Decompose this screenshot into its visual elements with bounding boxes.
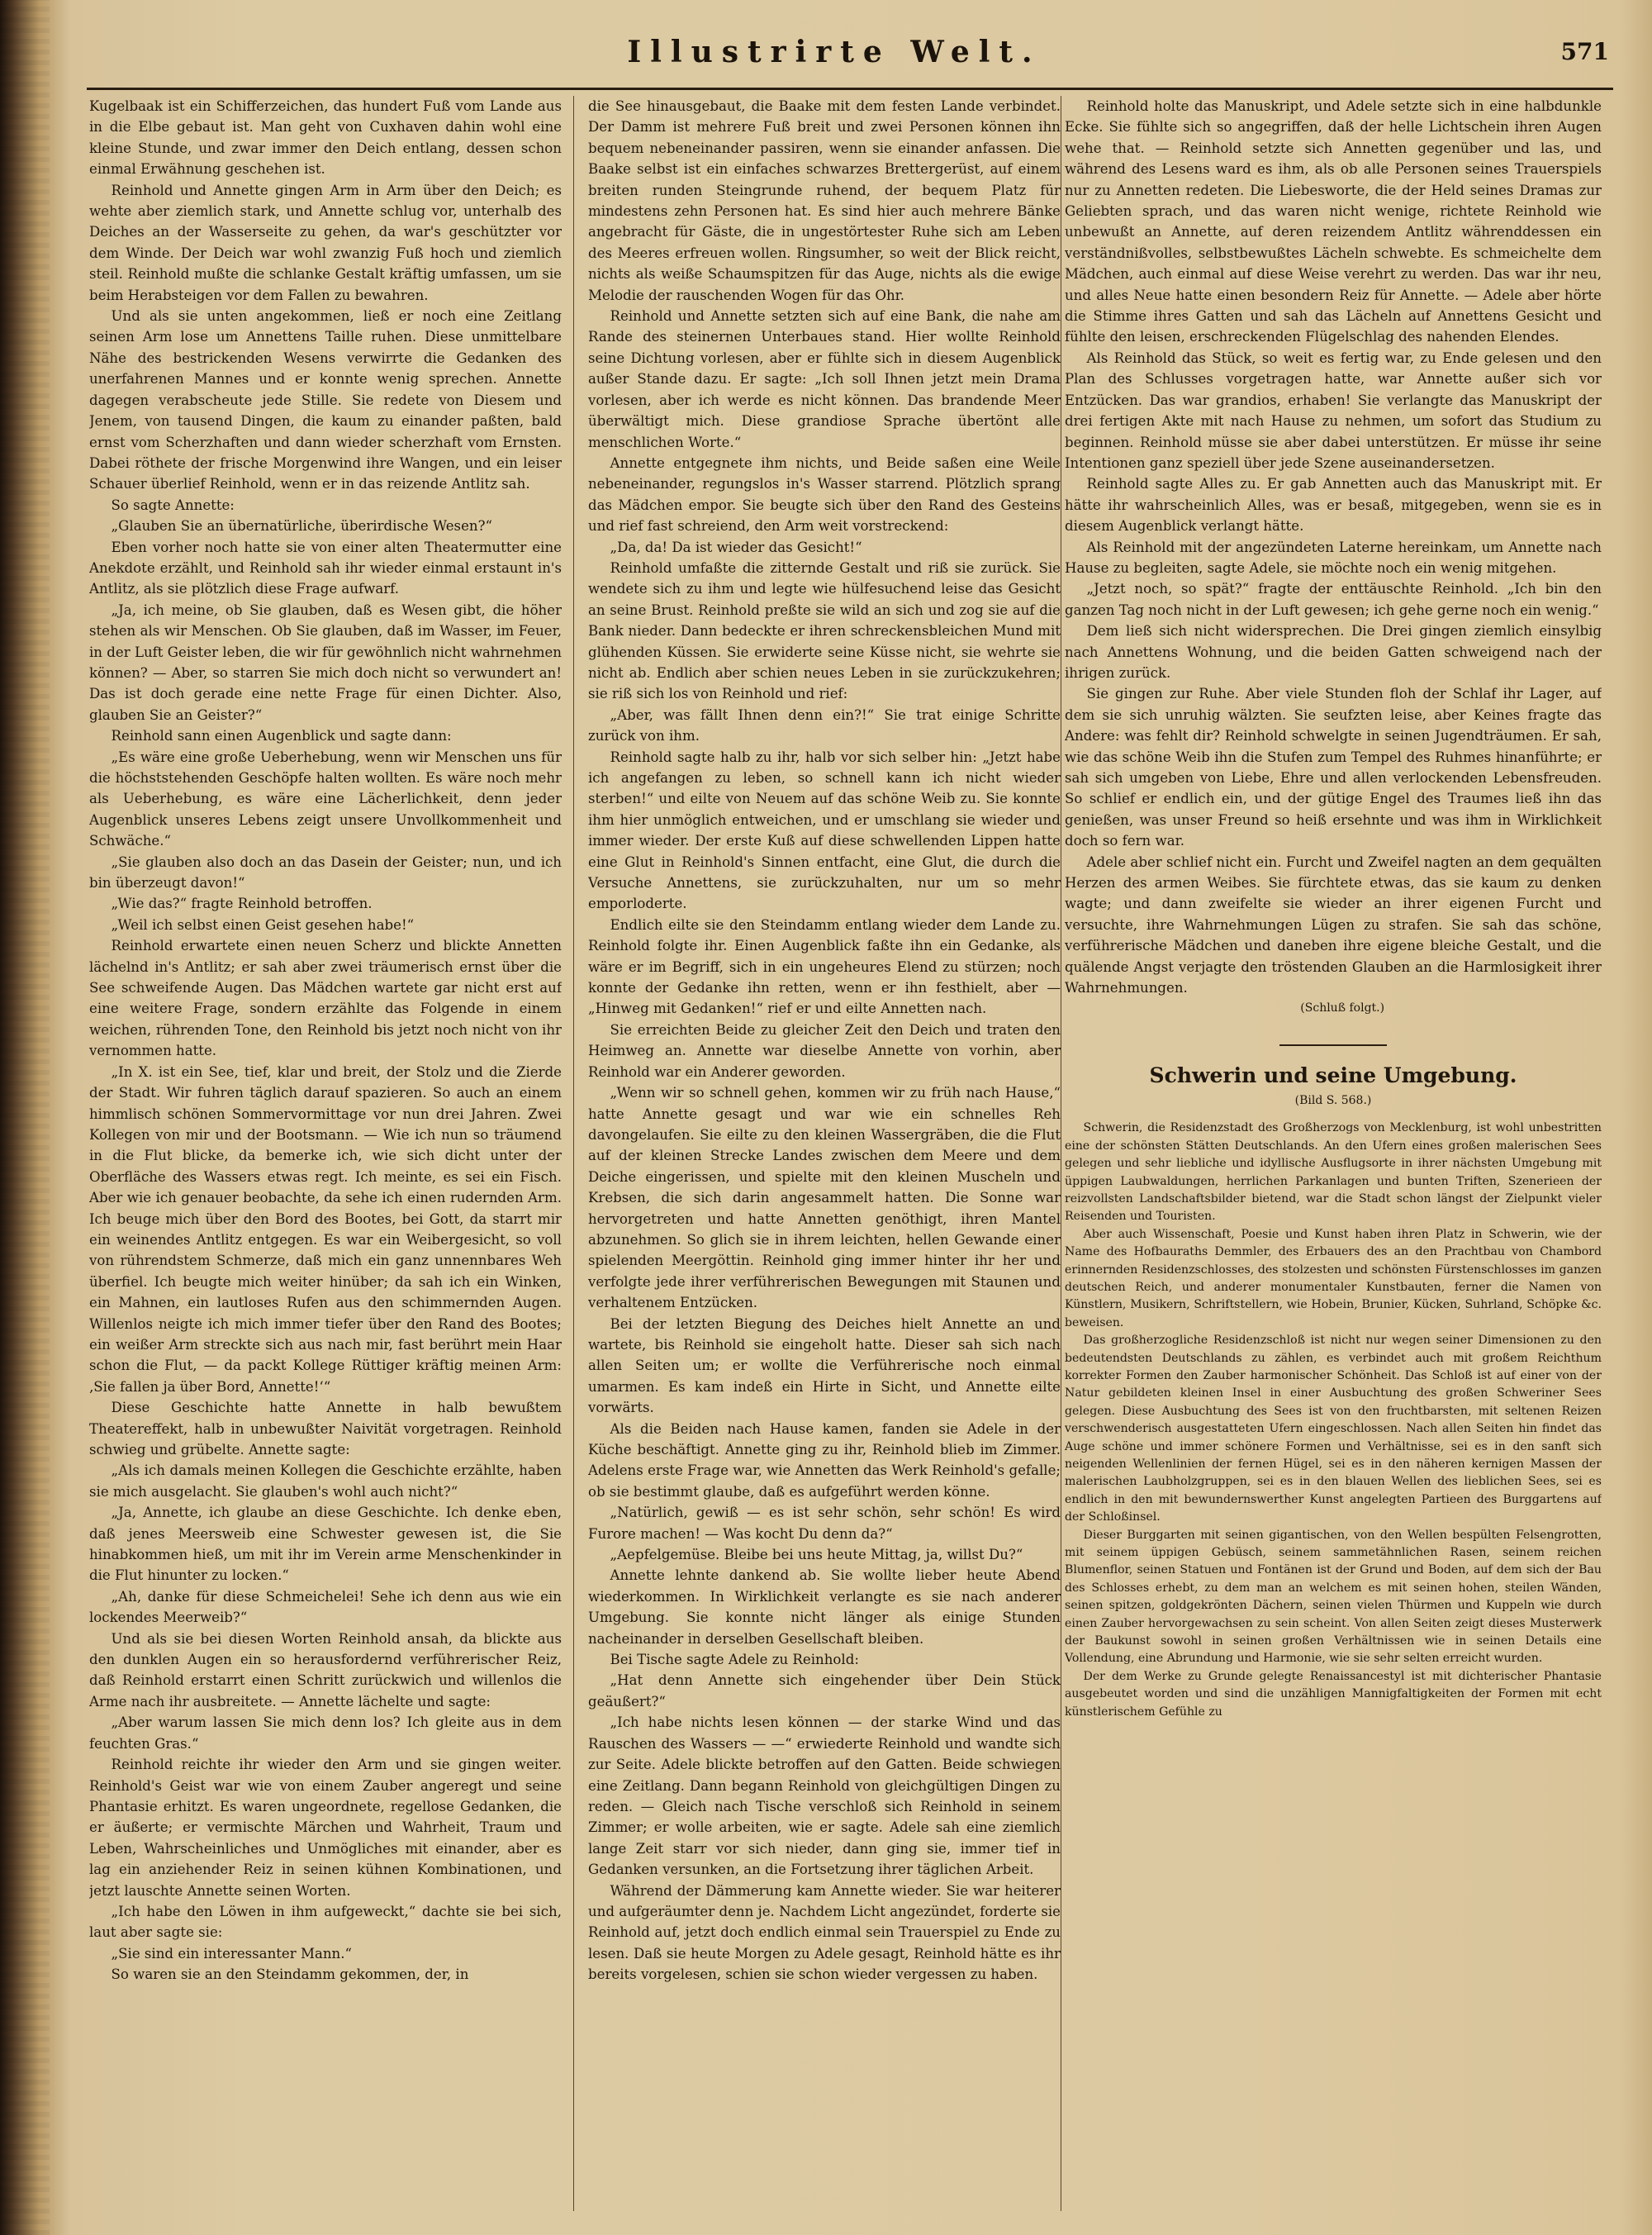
paragraph: „Aber warum lassen Sie mich denn los? Ich gleite aus in dem feuchten Gras.“ [89, 1714, 562, 1752]
paragraph: So waren sie an den Steindamm gekommen, der, in [111, 1966, 469, 1983]
paragraph: Reinhold reichte ihr wieder den Arm und sie gingen weiter. Reinhold's Geist war wie von einem Zauber angeregt und seine Phantasie erhitzt. Es waren ungeordnete, regellose Gedanken, die er äußerte; er vermischte Märchen und Wahrheit, Traum und Leben, Wahrscheinliches und Unmögliches mit einander, aber es lag ein anziehender Reiz in seinen kühnen Kombinationen, und jetzt lauschte Annette seinen Worten. [89, 1757, 562, 1899]
paragraph: Adele aber schlief nicht ein. Furcht und Zweifel nagten an dem gequälten Herzen des armen Weibes. Sie fürchtete etwas, das sie kaum zu denken wagte; und dann zweifelte sie wieder an ihrer eigenen Furcht und versuchte, ihre Wahrnehmungen Lügen zu strafen. Sie sah das schöne, verführerische Mädchen und daneben ihre eigene bleiche Gestalt, und die quälende Angst verjagte den tröstenden Glauben an die Harmlosigkeit ihrer Wahrnehmungen. [1065, 854, 1602, 996]
masthead [50, 33, 1619, 83]
paragraph: Bei der letzten Biegung des Deiches hielt Annette an und wartete, bis Reinhold sie eingeholt hatte. Dieser sah sich nach allen Seiten um; er wollte die Verführerische noch einmal umarmen. Es kam indeß ein Hirte in Sicht, und Annette eilte vorwärts. [588, 1315, 1061, 1416]
book-spine [0, 0, 50, 2235]
paragraph: „Als ich damals meinen Kollegen die Geschichte erzählte, haben sie mich ausgelacht. Sie glauben's wohl auch nicht?“ [89, 1462, 562, 1500]
paragraph: Reinhold sann einen Augenblick und sagte dann: [111, 728, 452, 744]
paragraph: „Jetzt noch, so spät?“ fragte der enttäuschte Reinhold. „Ich bin den ganzen Tag noch nicht in der Luft gewesen; ich gehe gerne noch ein wenig.“ [1065, 581, 1602, 618]
article-body [1065, 1120, 1602, 1721]
paragraph: „Hat denn Annette sich eingehender über Dein Stück geäußert?“ [588, 1672, 1061, 1710]
text-column-3 [1065, 96, 1602, 2223]
paragraph: Endlich eilte sie den Steindamm entlang wieder dem Lande zu. Reinhold folgte ihr. Einen Augenblick faßte ihn ein Gedanke, als wäre er im Begriff, sich in ein ungeheures Elend zu stürzen; noch konnte der Gedanke ihn retten, wenn er ihn festhielt, aber — „Hinweg mit Gedanken!“ rief er und eilte Annetten nach. [588, 916, 1061, 1017]
paragraph: die See hinausgebaut, die Baake mit dem festen Lande verbindet. Der Damm ist mehrere Fuß breit und zwei Personen können ihn bequem nebeneinander passiren, wenn sie einander anfassen. Die Baake selbst ist ein einfaches schwarzes Brettergerüst, auf einem breiten runden Steingrunde ruhend, der bequem Platz für mindestens zehn Personen hat. Es sind hier auch mehrere Bänke angebracht für Gäste, die in ungestörtester Ruhe sich am Leben des Meeres erfreuen wollen. Ringsumher, so weit der Blick reicht, nichts als weiße Schaumspitzen für das Auge, nichts als die ewige Melodie der rauschenden Wogen für das Ohr. [588, 98, 1061, 303]
paragraph: „Ja, Annette, ich glaube an diese Geschichte. Ich denke eben, daß jenes Meersweib eine Schwester gewesen ist, die Sie hinabkommen hieß, um mit ihr im Verein arme Menschenkinder in die Flut hinunter zu locken.“ [89, 1505, 562, 1584]
text-column-1 [89, 96, 562, 2223]
article-image-ref: (Bild S. 568.) [1294, 1093, 1372, 1107]
paragraph: Reinhold holte das Manuskript, und Adele setzte sich in eine halbdunkle Ecke. Sie fühlte sich so angegriffen, daß der helle Lichtschein ihren Augen wehe that. — Reinhold setzte sich Annetten gegenüber und las, und während des Lesens ward es ihm, als ob alle Personen seines Trauerspiels nur zu Annetten redeten. Die Liebesworte, die der Held seines Dramas zur Geliebten sprach, und das waren nicht wenige, richtete Reinhold wie unbewußt an Annette, auf deren reizendem Antlitz währenddessen ein verständnißvolles, selbstbewußtes Lächeln schwebte. Es schmeichelte dem Mädchen, auch einmal auf diese Weise verehrt zu werden. Das war ihr neu, und alles Neue hatte einen besondern Reiz für Annette. — Adele aber hörte die Stimme ihres Gatten und sah das Lächeln auf Annettens Gesicht und fühlte den leisen, erschreckenden Flügelschlag des nahenden Elendes. [1065, 98, 1602, 345]
paragraph: Diese Geschichte hatte Annette in halb bewußtem Theatereffekt, halb in unbewußter Naivität vorgetragen. Reinhold schwieg und grübelte. Annette sagte: [89, 1400, 562, 1458]
paragraph: „Da, da! Da ist wieder das Gesicht!“ [610, 539, 862, 555]
continued-note: (Schluß folgt.) [1300, 1001, 1385, 1015]
paragraph: Reinhold erwartete einen neuen Scherz und blickte Annetten lächelnd in's Antlitz; er sah aber zwei träumerisch ernst über die See schweifende Augen. Das Mädchen wartete gar nicht erst auf eine weitere Frage, sondern erzählte das Folgende in einem weichen, rührenden Tone, den Reinhold bis jetzt noch nicht von ihr vernommen hatte. [89, 938, 562, 1059]
paragraph: Bei Tische sagte Adele zu Reinhold: [610, 1652, 859, 1668]
paragraph: Und als sie bei diesen Worten Reinhold ansah, da blickte aus den dunklen Augen ein so herausfordernd verführerischer Reiz, daß Reinhold erstarrt einen Schritt zurückwich und willenlos die Arme nach ihr ausbreitete. — Annette lächelte und sagte: [89, 1630, 562, 1710]
paragraph: Sie erreichten Beide zu gleicher Zeit den Deich und traten den Heimweg an. Annette war dieselbe Annette von vorhin, aber Reinhold war ein Anderer geworden. [588, 1021, 1061, 1080]
paragraph: Reinhold sagte halb zu ihr, halb vor sich selber hin: „Jetzt habe ich angefangen zu leben, so schnell kann ich nicht wieder sterben!“ und eilte von Neuem auf das schöne Weib zu. Sie konnte ihm hier unmöglich entweichen, und er umschlang sie wieder und immer wieder. Der erste Kuß auf diese schwellenden Lippen hatte eine Glut in Reinhold's Sinnen entfacht, eine Glut, die durch die Versuche Annettens, sie zurückzuhalten, nur um so mehr emporloderte. [588, 749, 1061, 912]
paragraph: „Natürlich, gewiß — es ist sehr schön, sehr schön! Es wird Furore machen! — Was kocht Du denn da?“ [588, 1505, 1061, 1542]
paragraph: Eben vorher noch hatte sie von einer alten Theatermutter eine Anekdote erzählt, und Reinhold sah ihr wieder einmal erstaunt in's Antlitz, als sie plötzlich diese Frage aufwarf. [89, 539, 562, 597]
paragraph: „Wenn wir so schnell gehen, kommen wir zu früh nach Hause,“ hatte Annette gesagt und war wie ein schnelles Reh davongelaufen. Sie eilte zu den kleinen Wassergräben, die die Flut auf der kleinen Strecke Landes zwischen dem Meere und dem Deiche eingerissen, und spielte mit den kleinen Muscheln und Krebsen, die sich darin angesammelt hatten. Die Sonne war hervorgetreten und hatte Annetten genöthigt, ihren Mantel abzunehmen. So glich sie in ihrem leichten, hellen Gewande einer spielenden Meergöttin. Reinhold ging immer hinter ihr her und verfolgte jede ihrer verführerischen Bewegungen mit Staunen und verhaltenem Entzücken. [588, 1085, 1061, 1311]
paragraph: Reinhold und Annette setzten sich auf eine Bank, die nahe am Rande des steinernen Unterbaues stand. Hier wollte Reinhold seine Dichtung vorlesen, aber er fühlte sich in diesem Augenblick außer Stande dazu. Er sagte: „Ich soll Ihnen jetzt mein Drama vorlesen, aber ich werde es nicht können. Das brandende Meer überwältigt mich. Diese grandiose Sprache übertönt alle menschlichen Worte.“ [588, 308, 1061, 450]
paragraph: Als die Beiden nach Hause kamen, fanden sie Adele in der Küche beschäftigt. Annette ging zu ihr, Reinhold blieb im Zimmer. Adelens erste Frage war, wie Annetten das Werk Reinhold's gefalle; ob sie bestimmt glaube, daß es aufgeführt werden könne. [588, 1420, 1061, 1500]
paragraph: „In X. ist ein See, tief, klar und breit, der Stolz und die Zierde der Stadt. Wir fuhren täglich darauf spazieren. So auch an einem himmlisch schönen Sommervormittage vor nun drei Jahren. Zwei Kollegen von mir und der Bootsmann. — Wie ich nun so träumend in die Flut blicke, da bemerke ich, wie sich dicht unter der Oberfläche des Wassers etwas regt. Ich meinte, es sei ein Fisch. Aber wie ich genauer beobachte, da sehe ich einen rudernden Arm. Ich beuge mich über den Bord des Bootes, bei Gott, da starrt mir ein weinendes Antlitz entgegen. Es war ein Weibergesicht, so voll von rührendstem Schmerze, daß mich ein ganz unnennbares Weh überfiel. Ich beugte mich weiter hinüber; da sah ich ein Winken, ein Mahnen, ein lautloses Rufen aus den schimmernden Augen. Willenlos neigte ich mich immer tiefer über den Rand des Bootes; ein weißer Arm streckte sich aus nach mir, fast berührt mein Haar schon die Flut, — da packt Kollege Rüttiger kräftig meinen Arm: ‚Sie fallen ja über Bord, Annette!‘“ [89, 1063, 562, 1395]
paragraph: „Es wäre eine große Ueberhebung, wenn wir Menschen uns für die höchststehenden Geschöpfe halten wollten. Es wäre noch mehr als Ueberhebung, es wäre eine Lächerlichkeit, denn jeder Augenblick unseres Lebens zeigt unsere Unvollkommenheit und Schwäche.“ [89, 749, 562, 849]
paragraph: Kugelbaak ist ein Schifferzeichen, das hundert Fuß vom Lande aus in die Elbe gebaut ist. Man geht von Cuxhaven dahin wohl eine kleine Stunde, und zwar immer den Deich entlang, dessen schon einmal Erwähnung geschehen ist. [89, 98, 562, 178]
paragraph: Annette lehnte dankend ab. Sie wollte lieber heute Abend wiederkommen. In Wirklichkeit verlangte es sie nach anderer Umgebung. Sie konnte nicht länger als einige Stunden nacheinander in derselben Gesellschaft bleiben. [588, 1567, 1061, 1647]
publication-title: Illustrirte Welt. [627, 35, 1042, 69]
page-number: 571 [1560, 38, 1609, 65]
paragraph: „Wie das?“ fragte Reinhold betroffen. [111, 896, 373, 912]
column-rule [573, 96, 574, 2211]
paragraph: „Aepfelgemüse. Bleibe bei uns heute Mittag, ja, willst Du?“ [610, 1547, 1023, 1563]
paragraph: Reinhold umfaßte die zitternde Gestalt und riß sie zurück. Sie wendete sich zu ihm und legte wie hülfesuchend leise das Gesicht an seine Brust. Reinhold preßte sie wild an sich und zog sie auf die Bank nieder. Dann bedeckte er ihren schreckensbleichen Mund mit glühenden Küssen. Sie erwiderte seine Küsse nicht, sie wehrte sie nicht ab. Endlich aber schien neues Leben in sie zurückzukehren; sie riß sich los von Reinhold und rief: [588, 559, 1061, 702]
paragraph: „Ja, ich meine, ob Sie glauben, daß es Wesen gibt, die höher stehen als wir Menschen. Ob Sie glauben, daß im Wasser, im Feuer, in der Luft Geister leben, die wir für gewöhnlich nicht wahrnehmen können? — Aber, so starren Sie mich doch nicht so verwundert an! Das ist doch gerade eine nette Frage für einen Dichter. Also, glauben Sie an Geister?“ [89, 602, 562, 723]
paragraph: Während der Dämmerung kam Annette wieder. Sie war heiterer und aufgeräumter denn je. Nachdem Licht angezündet, forderte sie Reinhold auf, jetzt doch endlich einmal sein Trauerspiel zu Ende zu lesen. Daß sie heute Morgen zu Adele gesagt, Reinhold hätte es ihr bereits vorgelesen, schien sie schon wieder vergessen zu haben. [588, 1882, 1061, 1983]
paragraph: Dieser Burggarten mit seinen gigantischen, von den Wellen bespülten Felsengrotten, mit seinem üppigen Gebüsch, seinem sammetähnlichen Rasen, seinem reichen Blumenflor, seinen Statuen und Fontänen ist der Grund und Boden, auf dem sich der Bau des Schlosses erhebt, zu dem man an welchem es mit seinen hohen, steilen Wänden, seinen spitzen, goldgekrönten Dächern, seinen vielen Thürmen und Kuppeln wie durch einen Zauber hervorgewachsen zu sein scheint. Von allen Seiten zeigt dieses Musterwerk der Baukunst sowohl in seinen großen Verhältnissen wie in seinen Details eine Vollendung, eine Abrundung und Harmonie, wie sie sehr selten erreicht wurden. [1065, 1528, 1602, 1666]
paragraph: Als Reinhold das Stück, so weit es fertig war, zu Ende gelesen und den Plan des Schlusses vorgetragen hatte, war Annette außer sich vor Entzücken. Das war grandios, erhaben! Sie verlangte das Manuskript der drei fertigen Akte mit nach Hause zu nehmen, um sofort das Studium zu beginnen. Reinhold müsse sie aber dabei unterstützen. Er müsse ihr seine Intentionen ganz speziell über jede Szene auseinandersetzen. [1065, 350, 1602, 471]
text-column-2 [588, 96, 1061, 2223]
paragraph: Reinhold und Annette gingen Arm in Arm über den Deich; es wehte aber ziemlich stark, und Annette schlug vor, unterhalb des Deiches an der Wasserseite zu gehen, da war's geschützter vor dem Winde. Der Deich war wohl zwanzig Fuß hoch und ziemlich steil. Reinhold mußte die schlanke Gestalt kräftig umfassen, um sie beim Herabsteigen vor dem Fallen zu bewahren. [89, 182, 562, 303]
paragraph: „Ich habe den Löwen in ihm aufgeweckt,“ dachte sie bei sich, laut aber sagte sie: [89, 1903, 562, 1941]
paragraph: Annette entgegnete ihm nichts, und Beide saßen eine Weile nebeneinander, regungslos in's Wasser starrend. Plötzlich sprang das Mädchen empor. Sie beugte sich über den Rand des Gesteins und rief fast schreiend, den Arm weit vorstreckend: [588, 454, 1061, 535]
paragraph: „Weil ich selbst einen Geist gesehen habe!“ [111, 916, 415, 933]
paragraph: „Glauben Sie an übernatürliche, überirdische Wesen?“ [111, 518, 492, 535]
paragraph: „Ah, danke für diese Schmeichelei! Sehe ich denn aus wie ein lockendes Meerweib?“ [89, 1588, 562, 1626]
article-title: Schwerin und seine Umgebung. [1149, 1063, 1517, 1087]
section-divider [1279, 1044, 1387, 1046]
paragraph: „Aber, was fällt Ihnen denn ein?!“ Sie trat einige Schritte zurück von ihm. [588, 706, 1061, 744]
paragraph: Und als sie unten angekommen, ließ er noch eine Zeitlang seinen Arm lose um Annettens Taille ruhen. Diese unmittelbare Nähe des bestrickenden Wesens verwirrte die Gedanken des unerfahrenen Mannes und er konnte wenig sprechen. Annette dagegen verabscheute jede Stille. Sie redete von Diesem und Jenem, von tausend Dingen, die kaum zu einander paßten, bald ernst vom Scherzhaften und dann wieder scherzhaft vom Ernsten. Dabei röthete der frische Morgenwind ihre Wangen, und ein leiser Schauer überlief Reinhold, wenn er in das reizende Antlitz sah. [89, 308, 562, 492]
paragraph: Schwerin, die Residenzstadt des Großherzogs von Mecklenburg, ist wohl unbestritten eine der schönsten Stätten Deutschlands. An den Ufern eines großen malerischen Sees gelegen und sehr liebliche und idyllische Ausflugsorte in ihrer nächsten Umgebung mit üppigen Laubwaldungen, herrlichen Parkanlagen und bunten Triften, Szenerieen der reizvollsten Landschaftsbilder bietend, war die Stadt schon längst der Zielpunkt vieler Reisenden und Touristen. [1065, 1121, 1602, 1224]
story-continuation [1065, 96, 1602, 998]
paragraph: Als Reinhold mit der angezündeten Laterne hereinkam, um Annette nach Hause zu begleiten, sagte Adele, sie möchte noch ein wenig mitgehen. [1065, 539, 1602, 576]
paragraph: „Sie sind ein interessanter Mann.“ [111, 1945, 352, 1962]
paragraph: „Sie glauben also doch an das Dasein der Geister; nun, und ich bin überzeugt davon!“ [89, 854, 562, 892]
header-rule [87, 88, 1613, 90]
paragraph: Reinhold sagte Alles zu. Er gab Annetten auch das Manuskript mit. Er hätte ihr wahrscheinlich Alles, was er besaß, mitgegeben, wenn sie es in diesem Augenblick verlangt hätte. [1065, 476, 1602, 535]
paragraph: Aber auch Wissenschaft, Poesie und Kunst haben ihren Platz in Schwerin, wie der Name des Hofbauraths Demmler, des Erbauers des an den Prachtbau von Chambord erinnernden Residenzschlosses, des stolzesten und schönsten Fürstenschlosses im ganzen deutschen Reich, und anderer monumentaler Kunstbauten, ferner die Namen von Künstlern, Musikern, Schriftstellern, wie Hobein, Brunier, Kücken, Suhrland, Schöpke &c. beweisen. [1065, 1227, 1602, 1329]
paragraph: Das großherzogliche Residenzschloß ist nicht nur wegen seiner Dimensionen zu den bedeutendsten Deutschlands zu zählen, es verbindet auch mit großem Reichthum korrekter Formen den Zauber harmonischer Schönheit. Das Schloß ist auf einer von der Natur gebildeten kleinen Insel in einer Ausbuchtung des großen Schweriner Sees gelegen. Diese Ausbuchtung des Sees ist von den fruchtbarsten, mit seltenen Reizen verschwenderisch ausgestatteten Ufern eingeschlossen. Nach allen Seiten hin findet das Auge schöne und immer schönere Formen und Verhältnisse, sei es in den sanft sich neigenden Wellenlinien der fernen Hügel, sei es in den näheren kernigen Massen der malerischen Laubholzgruppen, sei es in den blauen Wellen des lieblichen Sees, sei es endlich in den mit bewundernswerther Kunst angelegten Partieen des Burggartens auf der Schloßinsel. [1065, 1334, 1602, 1524]
paragraph: Dem ließ sich nicht widersprechen. Die Drei gingen ziemlich einsylbig nach Annettens Wohnung, und die beiden Gatten schweigend nach der ihrigen zurück. [1065, 623, 1602, 681]
paragraph: Sie gingen zur Ruhe. Aber viele Stunden floh der Schlaf ihr Lager, auf dem sie sich unruhig wälzten. Sie seufzten leise, aber Keines fragte das Andere: was fehlt dir? Reinhold schwelgte in seinen Jugendträumen. Er sah, wie das schöne Weib ihn die Stufen zum Tempel des Ruhmes hinanführte; er sah sich umgeben von Liebe, Ehre und allen verlockenden Lebensfreuden. So schlief er endlich ein, und der gütige Engel des Traumes ließ ihn das genießen, was unser Freund so heiß ersehnte und was ihm in Wirklichkeit doch so fern war. [1065, 686, 1602, 849]
paragraph: So sagte Annette: [111, 497, 235, 513]
paragraph: Der dem Werke zu Grunde gelegte Renaissancestyl ist mit dichterischer Phantasie ausgebeutet worden und sind die unzähligen Mannigfaltigkeiten der Formen mit echt künstlerischem Gefühle zu [1065, 1669, 1602, 1719]
paragraph: „Ich habe nichts lesen können — der starke Wind und das Rauschen des Wassers — —“ erwiederte Reinhold und wandte sich zur Seite. Adele blickte betroffen auf den Gatten. Beide schwiegen eine Zeitlang. Dann begann Reinhold von gleichgültigen Dingen zu reden. — Gleich nach Tische verschloß sich Reinhold in seinem Zimmer; er wolle arbeiten, wie er sagte. Adele sah eine ziemlich lange Zeit starr vor sich nieder, dann ging sie, immer tief in Gedanken versunken, an die Fortsetzung ihrer täglichen Arbeit. [588, 1714, 1061, 1878]
